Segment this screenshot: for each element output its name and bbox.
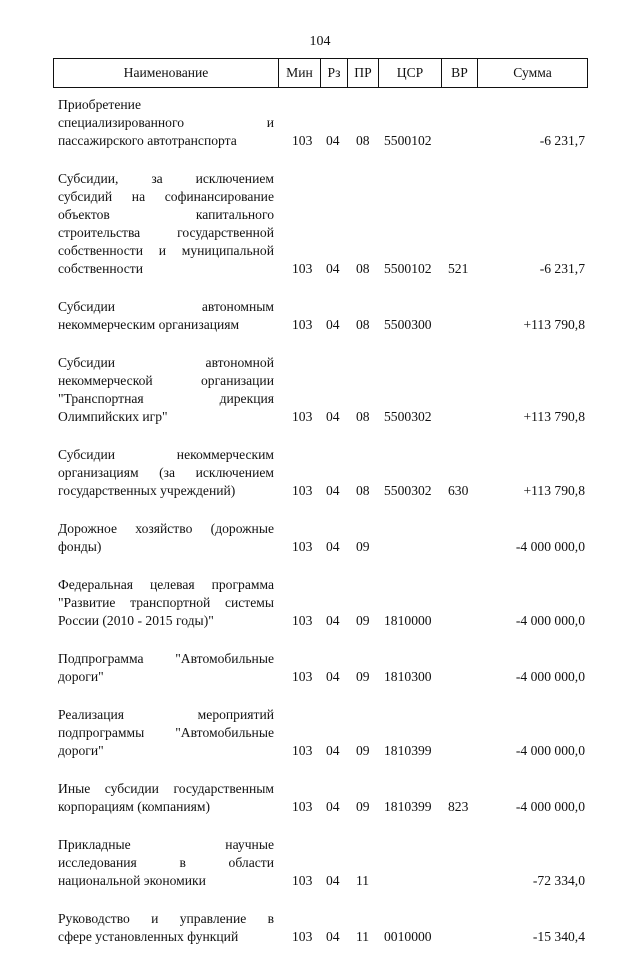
cell-rz: 04: [326, 261, 340, 276]
cell-pr: 09: [356, 669, 370, 684]
cell-sum: -6 231,7: [539, 261, 585, 276]
table-row: [0, 576, 640, 630]
cell-rz: 04: [326, 613, 340, 628]
page-number: 104: [309, 34, 331, 49]
row-name-line: национальной экономики: [58, 873, 206, 888]
cell-rz: 04: [326, 873, 340, 888]
header-csr: ЦСР: [379, 59, 442, 87]
row-name-line: собственности и муниципальной: [58, 243, 274, 258]
cell-pr: 08: [356, 317, 370, 332]
table-body: [0, 96, 640, 966]
table-row: [0, 650, 640, 686]
cell-min: 103: [292, 799, 313, 814]
row-name-line: строительства государственной: [58, 225, 274, 240]
header-pr: ПР: [348, 59, 379, 87]
cell-rz: 04: [326, 317, 340, 332]
row-name-line: пассажирского автотранспорта: [58, 133, 237, 148]
row-name-line: исследования в области: [58, 855, 274, 870]
cell-sum: -4 000 000,0: [515, 743, 585, 758]
row-name-line: дороги": [58, 669, 104, 684]
row-name-line: специализированного и: [58, 115, 274, 130]
cell-csr: 0010000: [384, 929, 432, 944]
header-rz: Рз: [321, 59, 348, 87]
cell-min: 103: [292, 873, 313, 888]
row-name-line: России (2010 - 2015 годы)": [58, 613, 214, 628]
row-name-line: Субсидии автономным: [58, 299, 274, 314]
table-row: [0, 520, 640, 556]
cell-csr: 1810300: [384, 669, 432, 684]
table-row: [0, 170, 640, 278]
cell-sum: -4 000 000,0: [515, 669, 585, 684]
cell-csr: 1810000: [384, 613, 432, 628]
cell-pr: 09: [356, 539, 370, 554]
row-name: [58, 910, 274, 946]
cell-min: 103: [292, 669, 313, 684]
row-name-line: Дорожное хозяйство (дорожные: [58, 521, 274, 536]
row-name-line: объектов капитального: [58, 207, 274, 222]
cell-rz: 04: [326, 743, 340, 758]
cell-csr: 1810399: [384, 799, 432, 814]
cell-csr: 5500102: [384, 133, 432, 148]
cell-min: 103: [292, 539, 313, 554]
cell-pr: 11: [356, 929, 370, 944]
cell-sum: +113 790,8: [523, 483, 585, 498]
header-min: Мин: [279, 59, 321, 87]
row-name: [58, 650, 274, 686]
row-name-line: фонды): [58, 539, 102, 554]
row-name-line: некоммерческим организациям: [58, 317, 240, 332]
cell-pr: 08: [356, 261, 370, 276]
cell-sum: +113 790,8: [523, 409, 585, 424]
row-name-line: государственных учреждений): [58, 483, 236, 498]
cell-min: 103: [292, 483, 313, 498]
cell-rz: 04: [326, 133, 340, 148]
header-vr: ВР: [442, 59, 478, 87]
table-row: [0, 706, 640, 760]
cell-csr: 5500302: [384, 409, 432, 424]
row-name-line: Федеральная целевая программа: [58, 577, 274, 592]
cell-min: 103: [292, 743, 313, 758]
cell-vr: 630: [448, 483, 469, 498]
cell-pr: 08: [356, 133, 370, 148]
row-name: [58, 576, 274, 630]
cell-sum: +113 790,8: [523, 317, 585, 332]
cell-rz: 04: [326, 409, 340, 424]
row-name-line: "Транспортная дирекция: [58, 391, 274, 406]
cell-pr: 11: [356, 873, 370, 888]
row-name-line: корпорациям (компаниям): [58, 799, 211, 814]
table-row: [0, 446, 640, 500]
cell-csr: 5500302: [384, 483, 432, 498]
cell-rz: 04: [326, 539, 340, 554]
row-name-line: собственности: [58, 261, 144, 276]
row-name: [58, 298, 274, 334]
row-name-line: Реализация мероприятий: [58, 707, 274, 722]
cell-sum: -4 000 000,0: [515, 613, 585, 628]
cell-pr: 09: [356, 613, 370, 628]
row-name-line: Субсидии, за исключением: [58, 171, 274, 186]
cell-min: 103: [292, 133, 313, 148]
row-name-line: Прикладные научные: [58, 837, 274, 852]
row-name-line: сфере установленных функций: [58, 929, 239, 944]
cell-pr: 09: [356, 799, 370, 814]
row-name-line: некоммерческой организации: [58, 373, 274, 388]
cell-pr: 09: [356, 743, 370, 758]
row-name-line: Руководство и управление в: [58, 911, 274, 926]
row-name: [58, 520, 274, 556]
header-sum: Сумма: [513, 65, 552, 80]
cell-vr: 521: [448, 261, 469, 276]
row-name-line: Иные субсидии государственным: [58, 781, 274, 796]
cell-min: 103: [292, 261, 313, 276]
header-name: Наименование: [54, 59, 279, 87]
cell-min: 103: [292, 613, 313, 628]
cell-csr: 1810399: [384, 743, 432, 758]
row-name-line: Субсидии автономной: [58, 355, 274, 370]
row-name-line: Подпрограмма "Автомобильные: [58, 651, 274, 666]
cell-sum: -6 231,7: [539, 133, 585, 148]
row-name-line: Субсидии некоммерческим: [58, 447, 274, 462]
table-header: [53, 58, 588, 88]
cell-rz: 04: [326, 929, 340, 944]
table-row: [0, 910, 640, 946]
row-name: [58, 170, 274, 278]
row-name: [58, 96, 274, 150]
cell-pr: 08: [356, 483, 370, 498]
cell-csr: 5500300: [384, 317, 432, 332]
row-name-line: подпрограммы "Автомобильные: [58, 725, 274, 740]
table-row: [0, 298, 640, 334]
row-name-line: дороги": [58, 743, 104, 758]
cell-min: 103: [292, 409, 313, 424]
cell-rz: 04: [326, 669, 340, 684]
row-name-line: Приобретение: [58, 97, 141, 112]
row-name-line: субсидий на софинансирование: [58, 189, 274, 204]
row-name: [58, 446, 274, 500]
row-name: [58, 836, 274, 890]
table-row: [0, 96, 640, 150]
cell-sum: -4 000 000,0: [515, 539, 585, 554]
row-name-line: организациям (за исключением: [58, 465, 274, 480]
cell-rz: 04: [326, 799, 340, 814]
cell-sum: -15 340,4: [532, 929, 585, 944]
row-name-line: Олимпийских игр": [58, 409, 168, 424]
table-row: [0, 836, 640, 890]
row-name: [58, 780, 274, 816]
cell-sum: -72 334,0: [532, 873, 585, 888]
cell-sum: -4 000 000,0: [515, 799, 585, 814]
cell-min: 103: [292, 317, 313, 332]
cell-min: 103: [292, 929, 313, 944]
row-name: [58, 706, 274, 760]
cell-pr: 08: [356, 409, 370, 424]
cell-rz: 04: [326, 483, 340, 498]
row-name: [58, 354, 274, 426]
cell-csr: 5500102: [384, 261, 432, 276]
table-row: [0, 780, 640, 816]
table-row: [0, 354, 640, 426]
row-name-line: "Развитие транспортной системы: [58, 595, 274, 610]
cell-vr: 823: [448, 799, 469, 814]
